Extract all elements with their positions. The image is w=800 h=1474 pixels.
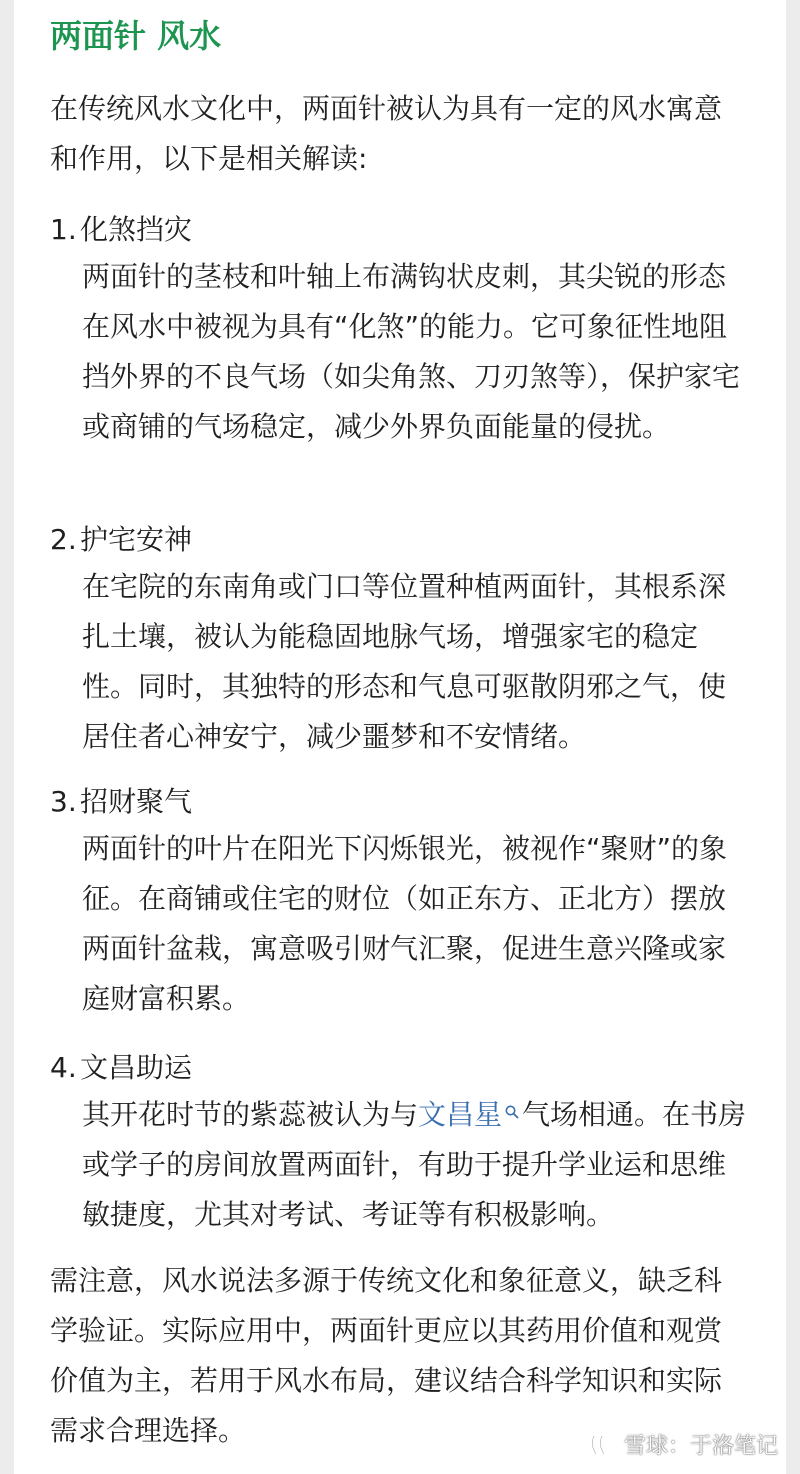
left-margin [0,0,14,1474]
section-3-number: 3. [50,785,77,818]
wenchangxing-link[interactable]: 文昌星 [418,1098,503,1131]
snowball-logo-icon [588,1432,618,1458]
section-4-body-suffix: 气场相通。在书房或学子的房间放置两面针，有助于提升学业运和思维敏捷度，尤其对考试、考证等有积极影响。 [82,1098,747,1231]
section-4-body [82,1090,752,1240]
section-4-body-prefix: 其开花时节的紫蕊被认为与 [82,1098,419,1131]
section-2-body: 在宅院的东南角或门口等位置种植两面针，其根系深扎土壤，被认为能稳固地脉气场，增强家宅的稳定性。同时，其独特的形态和气息可驱散阴邪之气，使居住者心神安宁，减少噩梦和不安情绪。 [82,570,727,753]
section-4-number: 4. [50,1051,77,1084]
section-1-number: 1. [50,213,77,246]
section-1-title: 化煞挡灾 [80,213,193,246]
search-icon[interactable] [504,1104,520,1120]
section-2-number: 2. [50,523,77,556]
section-4-title: 文昌助运 [80,1051,193,1084]
section-3-heading [50,780,192,824]
intro-paragraph: 在传统风水文化中，两面针被认为具有一定的风水寓意和作用，以下是相关解读: [50,92,723,175]
section-1-heading [50,208,192,252]
section-1-body: 两面针的茎枝和叶轴上布满钩状皮刺，其尖锐的形态在风水中被视为具有“化煞”的能力。它可象征性地阻挡外界的不良气场（如尖角煞、刀刃煞等），保护家宅或商铺的气场稳定，减少外界负面能量的侵扰。 [82,260,741,443]
section-3-title: 招财聚气 [80,785,193,818]
section-4-heading [50,1046,192,1090]
section-2-heading [50,518,192,562]
page-title: 两面针 风水 [50,17,222,55]
note-paragraph: 需注意，风水说法多源于传统文化和象征意义，缺乏科学验证。实际应用中，两面针更应以其药用价值和观赏价值为主，若用于风水布局，建议结合科学知识和实际需求合理选择。 [50,1264,723,1447]
right-margin [786,0,800,1474]
section-3-body: 两面针的叶片在阳光下闪烁银光，被视作“聚财”的象征。在商铺或住宅的财位（如正东方、正北方）摆放两面针盆栽，寓意吸引财气汇聚，促进生意兴隆或家庭财富积累。 [82,832,728,1015]
watermark-text: 雪球：于洛笔记 [623,1434,778,1459]
watermark [588,1429,778,1460]
section-2-title: 护宅安神 [80,523,193,556]
